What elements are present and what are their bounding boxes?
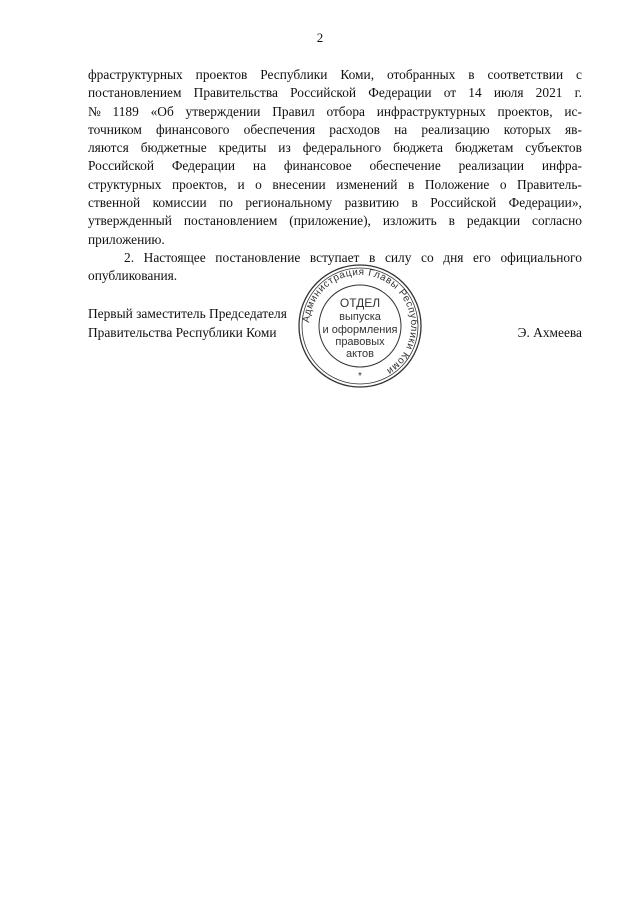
text-line: фраструктурных проектов Республики Коми, отобранных в соответствии с: [88, 67, 582, 82]
stamp-center-line: правовых: [335, 336, 385, 348]
text-line: ляются бюджетные кредиты из федерального бюджета бюджетам субъектов: [88, 140, 582, 156]
text-line: ственной комиссии по региональному развитию в Российской Федерации»,: [88, 195, 582, 211]
text-line: точником финансового обеспечения расходов на реализацию которых яв-: [88, 121, 582, 137]
signatory-title-line-2: Правительства Республики Коми: [88, 324, 277, 340]
official-stamp: [296, 262, 424, 390]
text-line: 2. Настоящее постановление вступает в силу со дня его официального: [124, 249, 582, 265]
stamp-ring-text: Администрация Главы Республики Коми: [301, 266, 420, 377]
text-line: структурных проектов, и о внесении изменений в Положение о Правитель-: [88, 176, 582, 192]
text-line: Российской Федерации на финансовое обеспечение реализации инфра-: [88, 158, 582, 174]
text-line: приложению.: [88, 231, 165, 247]
document-body: [88, 66, 582, 286]
text-line: утвержденный постановлением (приложение), изложить в редакции согласно: [88, 213, 582, 229]
stamp-star-icon: *: [358, 371, 362, 382]
stamp-center-line: актов: [346, 348, 374, 360]
page-number: 2: [316, 30, 324, 45]
text-line: № 1189 «Об утверждении Правил отбора инфраструктурных проектов, ис-: [88, 103, 582, 119]
text-line: опубликования.: [88, 268, 178, 284]
stamp-center-line: выпуска: [339, 311, 381, 323]
signatory-title-line-1: Первый заместитель Председателя: [88, 306, 287, 321]
stamp-center-line: и оформления: [322, 324, 398, 336]
signatory-name: Э. Ахмеева: [517, 324, 582, 340]
text-line: постановлением Правительства Российской Федерации от 14 июля 2021 г.: [88, 85, 582, 101]
stamp-center-text: [323, 296, 398, 360]
stamp-center-line: ОТДЕЛ: [339, 296, 381, 310]
